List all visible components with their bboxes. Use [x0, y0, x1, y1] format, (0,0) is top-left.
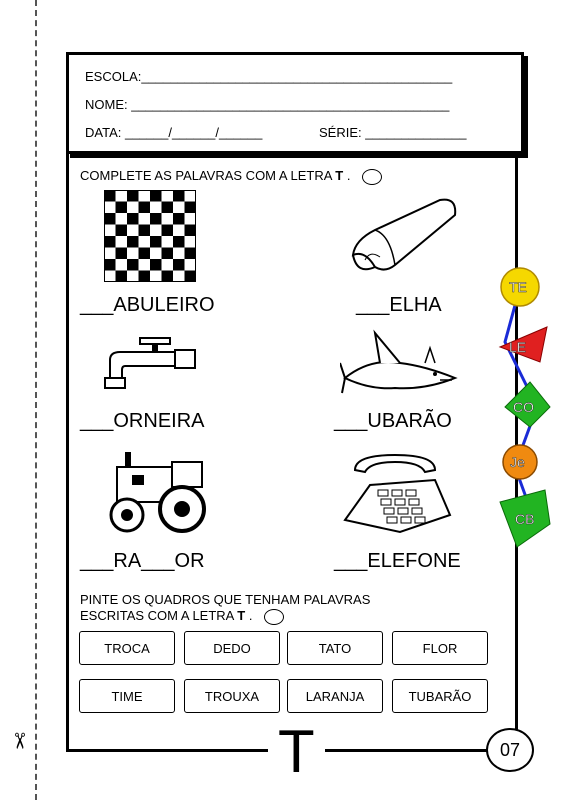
instruction-text: COMPLETE AS PALAVRAS COM A LETRA — [80, 168, 332, 183]
checker-square — [104, 190, 116, 202]
instruction-paint-line1: PINTE OS QUADROS QUE TENHAM PALAVRAS — [80, 592, 371, 607]
word-torneira: ___ORNEIRA — [80, 410, 205, 432]
big-letter: T — [268, 722, 325, 782]
checker-square — [116, 248, 128, 260]
checker-square — [185, 225, 197, 237]
faucet-picture — [100, 330, 205, 392]
word-tabuleiro: ___ABULEIRO — [80, 294, 215, 316]
school-field: ESCOLA:___________________________________________ — [85, 69, 453, 84]
phone-key — [412, 508, 422, 514]
header-box — [66, 52, 524, 154]
checker-square — [185, 248, 197, 260]
word-box[interactable]: FLOR — [392, 631, 488, 665]
sticker-label: CB — [515, 511, 535, 527]
phone-key — [406, 490, 416, 496]
instruction-letter: T — [237, 608, 246, 623]
checker-square — [116, 271, 128, 283]
word-box[interactable]: TIME — [79, 679, 175, 713]
checker-square — [173, 236, 185, 248]
checker-square — [116, 225, 128, 237]
word-box[interactable]: TROCA — [79, 631, 175, 665]
checkerboard-picture — [104, 190, 196, 282]
phone-key — [401, 517, 411, 523]
checker-square — [127, 236, 139, 248]
date-field: DATA: ______/______/______ — [85, 125, 263, 140]
checker-square — [150, 236, 162, 248]
checker-square — [173, 259, 185, 271]
phone-key — [392, 490, 402, 496]
phone-key — [381, 499, 391, 505]
checker-square — [185, 271, 197, 283]
checker-square — [162, 248, 174, 260]
checker-square — [116, 202, 128, 214]
word-box[interactable]: DEDO — [184, 631, 280, 665]
phone-key — [398, 508, 408, 514]
word-box[interactable]: TATO — [287, 631, 383, 665]
tractor-picture — [97, 447, 217, 537]
word-telha: ___ELHA — [356, 294, 442, 316]
cloud-icon — [264, 609, 284, 625]
word-trator: ___RA___OR — [80, 550, 205, 572]
checker-square — [173, 190, 185, 202]
checker-square — [173, 213, 185, 225]
checker-square — [127, 259, 139, 271]
checker-square — [104, 213, 116, 225]
sticker-label: LE — [509, 339, 527, 355]
shark-picture — [340, 318, 460, 403]
phone-key — [378, 490, 388, 496]
checker-square — [150, 259, 162, 271]
checker-square — [104, 259, 116, 271]
checker-square — [162, 271, 174, 283]
sticker-label: TE — [509, 279, 527, 295]
name-field: NOME: ____________________________________________ — [85, 97, 450, 112]
checker-square — [127, 190, 139, 202]
checker-square — [150, 213, 162, 225]
checker-square — [139, 248, 151, 260]
checker-square — [104, 236, 116, 248]
instruction-letter: T — [335, 168, 344, 183]
instruction-paint-line2: ESCRITAS COM A LETRA T . — [80, 608, 284, 625]
cut-line — [35, 0, 37, 800]
cloud-icon — [362, 169, 382, 185]
instruction-complete: COMPLETE AS PALAVRAS COM A LETRA T . — [80, 168, 382, 185]
grade-field: SÉRIE: ______________ — [319, 125, 467, 140]
instruction-text: ESCRITAS COM A LETRA — [80, 608, 234, 623]
checker-square — [139, 225, 151, 237]
phone-key — [387, 517, 397, 523]
telephone-picture — [340, 450, 455, 535]
roof-tile-picture — [345, 195, 460, 280]
word-tubarao: ___UBARÃO — [334, 410, 452, 432]
checker-square — [162, 225, 174, 237]
word-box[interactable]: LARANJA — [287, 679, 383, 713]
phone-key — [415, 517, 425, 523]
checker-square — [162, 202, 174, 214]
word-box[interactable]: TUBARÃO — [392, 679, 488, 713]
page-number: 07 — [486, 728, 534, 772]
sticker-strip — [495, 262, 555, 552]
word-telefone: ___ELEFONE — [334, 550, 461, 572]
checker-square — [150, 190, 162, 202]
checker-square — [139, 202, 151, 214]
phone-key — [384, 508, 394, 514]
checker-square — [185, 202, 197, 214]
checker-square — [127, 213, 139, 225]
phone-key — [409, 499, 419, 505]
checker-square — [139, 271, 151, 283]
scissors-icon: ✂ — [7, 731, 33, 751]
sticker-label: CO — [513, 399, 534, 415]
phone-key — [395, 499, 405, 505]
sticker-label: Je — [510, 454, 525, 470]
word-box[interactable]: TROUXA — [184, 679, 280, 713]
